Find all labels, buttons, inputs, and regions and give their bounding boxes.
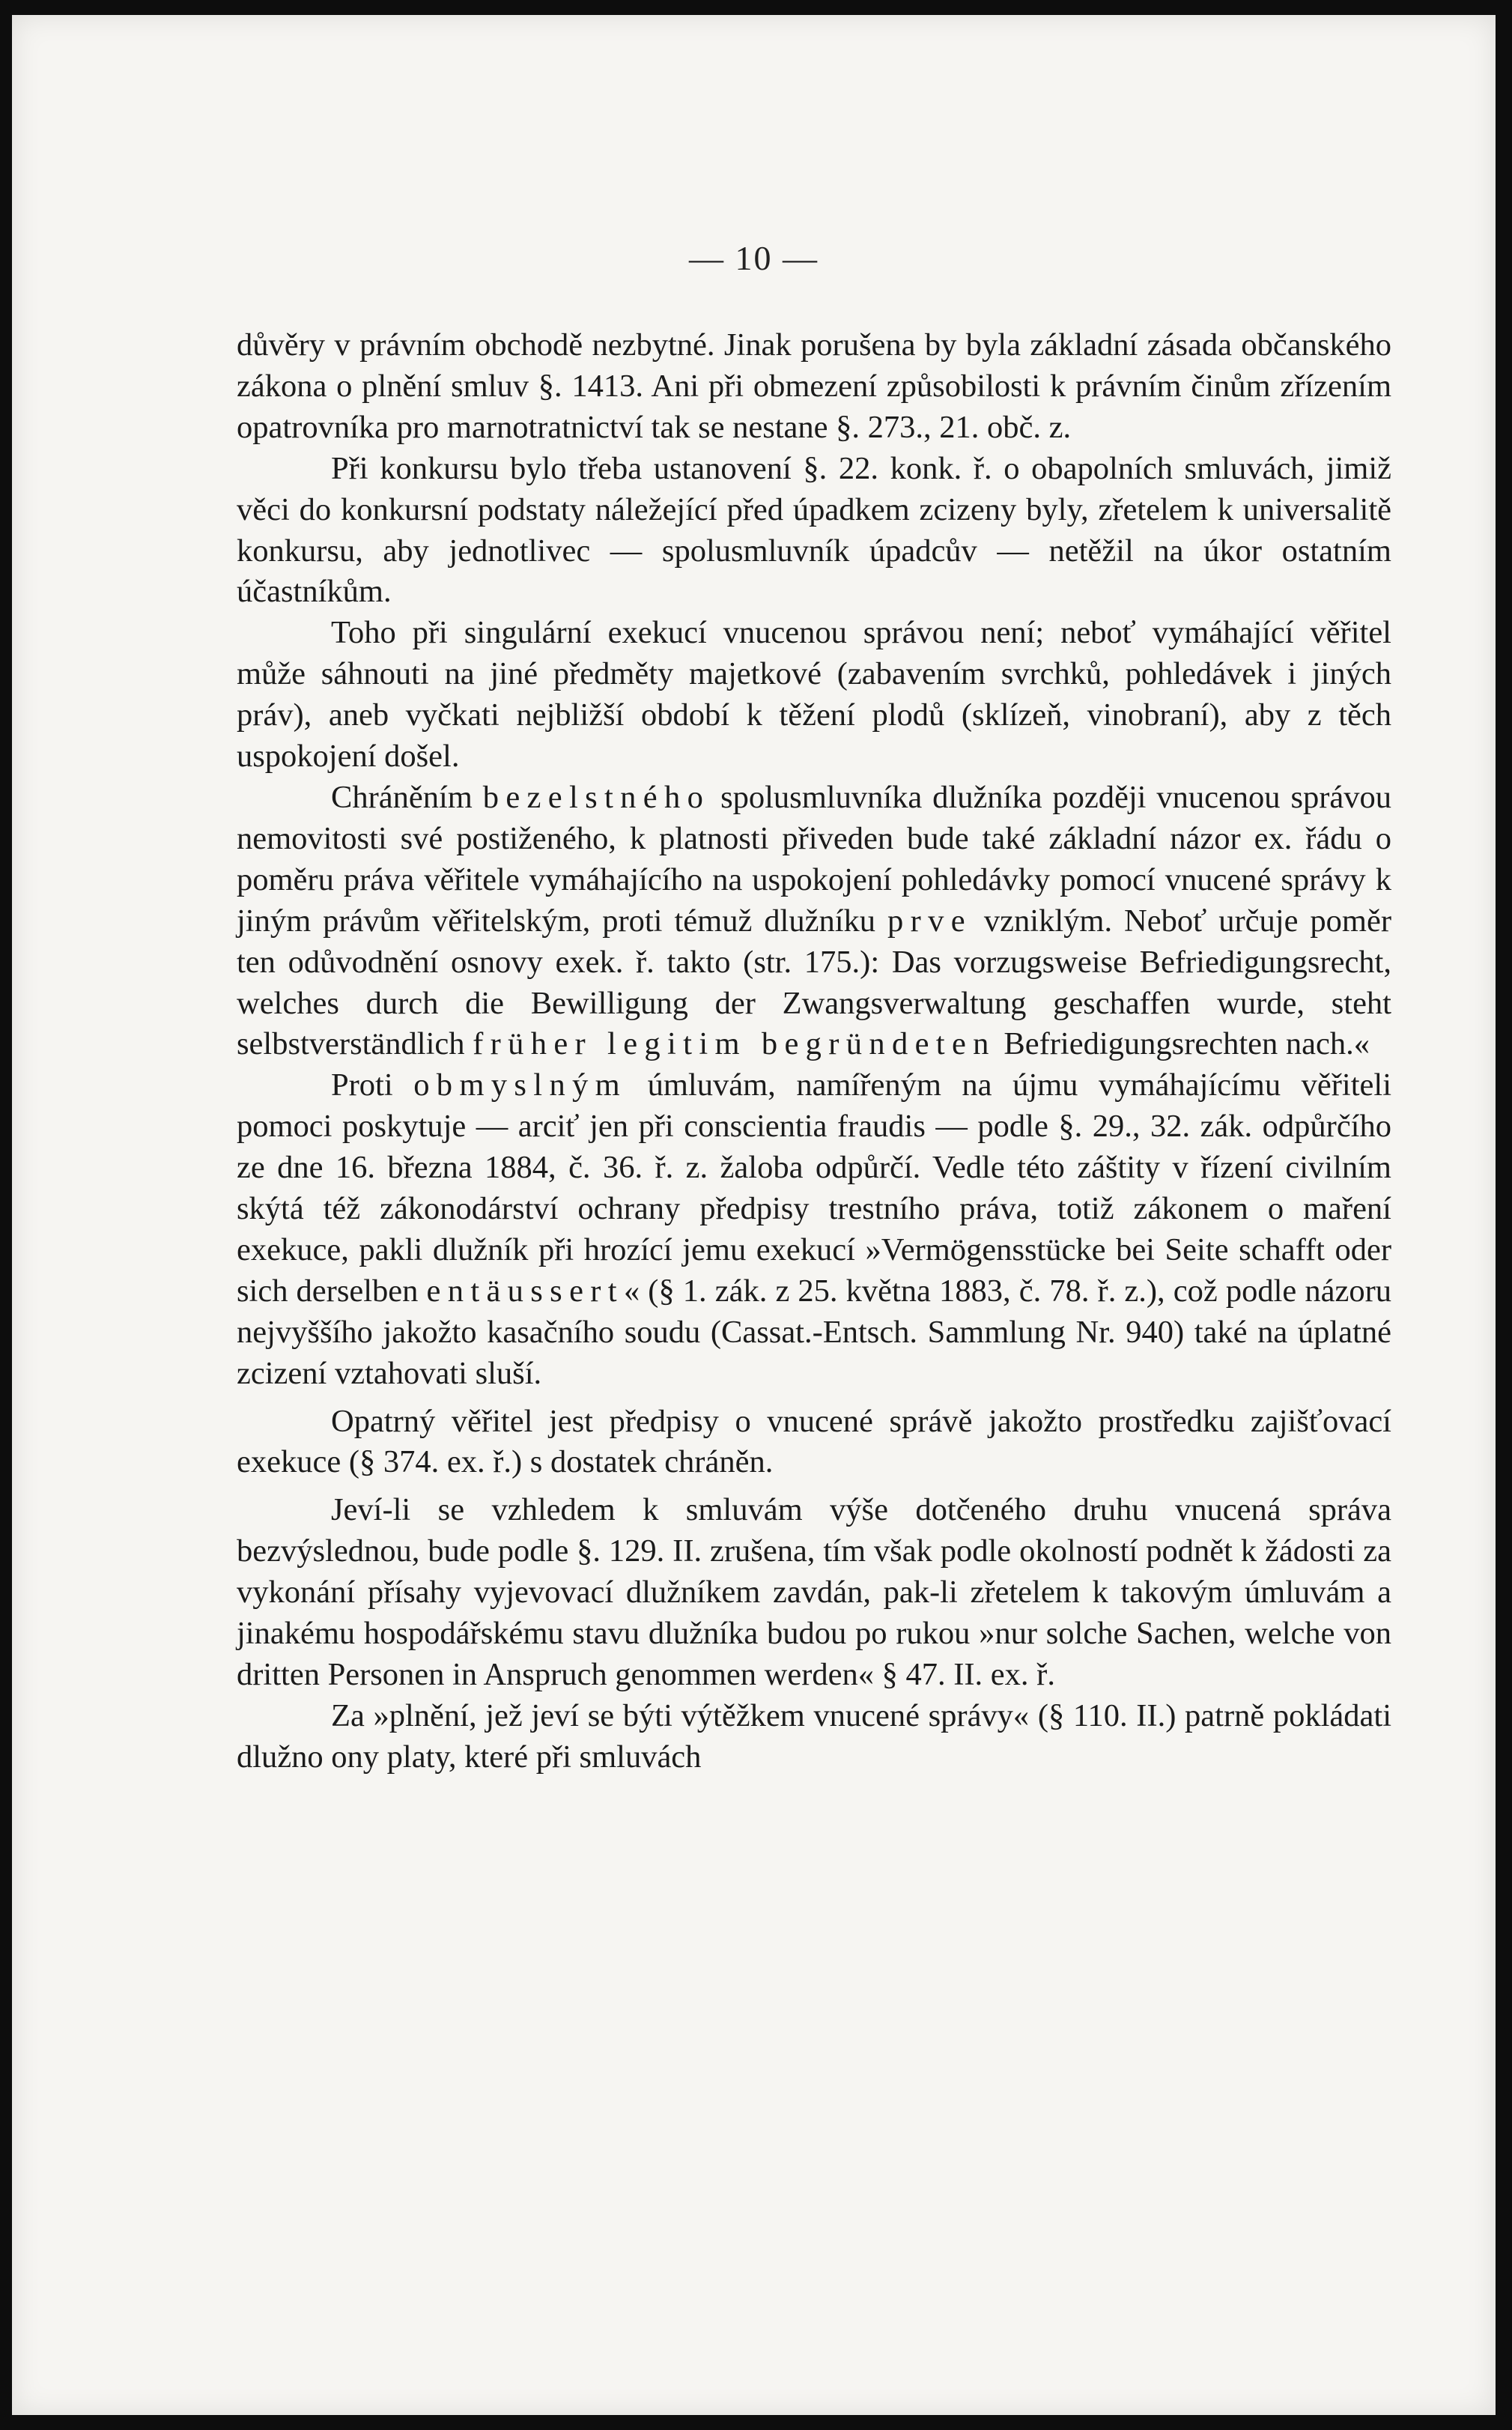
spaced-emphasis: obmyslným — [413, 1067, 628, 1103]
paragraph-4-text-b: spolusmluvníka dlužníka později vnucenou správou nemovitosti své postiženého, k platnosti přiveden bude také základní názor ex. řádu o poměru práva věřitele vymáhajícího na uspokojení pohledávky pomocí vnucené správy k jiným právům věřitelským, proti témuž dlužníku — [237, 779, 1391, 939]
paragraph-5-text-b: úmluvám, namířeným na újmu vymáhajícímu věřiteli pomoci poskytuje — arciť jen při conscientia fraudis — podle §. 29., 32. zák. odpůrčího ze dne 16. března 1884, č. 36. ř. z. žaloba odpůrčí. Vedle této záštity v řízení civilním skýtá též zákonodárství ochrany předpisy trestního práva, totiž zákonem o maření exekuce, pakli dlužník při hrozící jemu exekucí »Vermögensstücke bei Seite schafft oder sich derselben — [237, 1067, 1392, 1309]
paragraph-7: Jeví-li se vzhledem k smluvám výše dotčeného druhu vnucená správa bezvýslednou, bude podle §. 129. II. zrušena, tím však podle okolností podnět k žádosti za vykonání přísahy vyjevovací dlužníkem zavdán, pak-li zřetelem k takovým úmluvám a jinakému hospodářskému stavu dlužníka budou po rukou »nur solche Sachen, welche von dritten Personen in Anspruch genommen werden« § 47. II. ex. ř. — [237, 1492, 1391, 1692]
paragraph-1: důvěry v právním obchodě nezbytné. Jinak porušena by byla základní zásada občanského zákona o plnění smluv §. 1413. Ani při obmezení způsobilosti k právním činům zřízením opatrovníka pro marnotratnictví tak se nestane §. 273., 21. obč. z. — [237, 327, 1391, 445]
paragraph-2: Při konkursu bylo třeba ustanovení §. 22. konk. ř. o obapolních smluvách, jimiž věci do konkursní podstaty náležející před úpadkem zcizeny byly, zřetelem k universalitě konkursu, aby jednotlivec — spolusmluvník úpadcův — netěžil na úkor ostatním účastníkům. — [237, 450, 1391, 610]
paragraph-5 — [237, 1065, 1391, 1394]
spaced-emphasis: bezelstného — [482, 779, 711, 815]
text-body — [237, 325, 1391, 1778]
paragraph-3: Toho při singulární exekucí vnucenou správou není; neboť vymáhající věřitel může sáhnouti na jiné předměty majetkové (zabavením svrchků, pohledávek i jiných práv), aneb vyčkati nejbližší období k těžení plodů (sklízeň, vinobraní), aby z těch uspokojení došel. — [237, 615, 1391, 775]
paragraph-4-text-d: Befriedigungsrechten nach.« — [995, 1026, 1370, 1062]
spaced-emphasis: früher legitim begründeten — [473, 1026, 996, 1062]
spaced-emphasis: entäussert — [426, 1273, 624, 1309]
paragraph-5-text-a: Proti — [331, 1067, 414, 1103]
paragraph-5-text-c: « (§ 1. zák. z 25. května 1883, č. 78. ř. z.), což podle názoru nejvyššího jakožto kasačního soudu (Cassat.-Entsch. Sammlung Nr. 940) také na úplatné zcizení vztahovati sluší. — [237, 1273, 1391, 1391]
paragraph-4-text-c: vzniklým. Neboť určuje poměr ten odůvodnění osnovy exek. ř. takto (str. 175.): Das vorzugsweise Befriedigungsrecht, welches durch die Bewilligung der Zwangsverwaltung geschaffen wurde, steht selbstverständlich — [237, 903, 1392, 1062]
spaced-emphasis: prve — [887, 903, 972, 939]
page-number: — 10 — — [689, 239, 819, 277]
page-sheet — [12, 15, 1496, 2415]
paragraph-4 — [237, 778, 1391, 1065]
paragraph-4-text-a: Chráněním — [331, 779, 483, 815]
paragraph-8: Za »plnění, jež jeví se býti výtěžkem vnucené správy« (§ 110. II.) patrně pokládati dlužno ony platy, které při smluvách — [237, 1697, 1391, 1775]
paragraph-6: Opatrný věřitel jest předpisy o vnucené správě jakožto prostředku zajišťovací exekuce (§ 374. ex. ř.) s dostatek chráněn. — [237, 1403, 1391, 1480]
